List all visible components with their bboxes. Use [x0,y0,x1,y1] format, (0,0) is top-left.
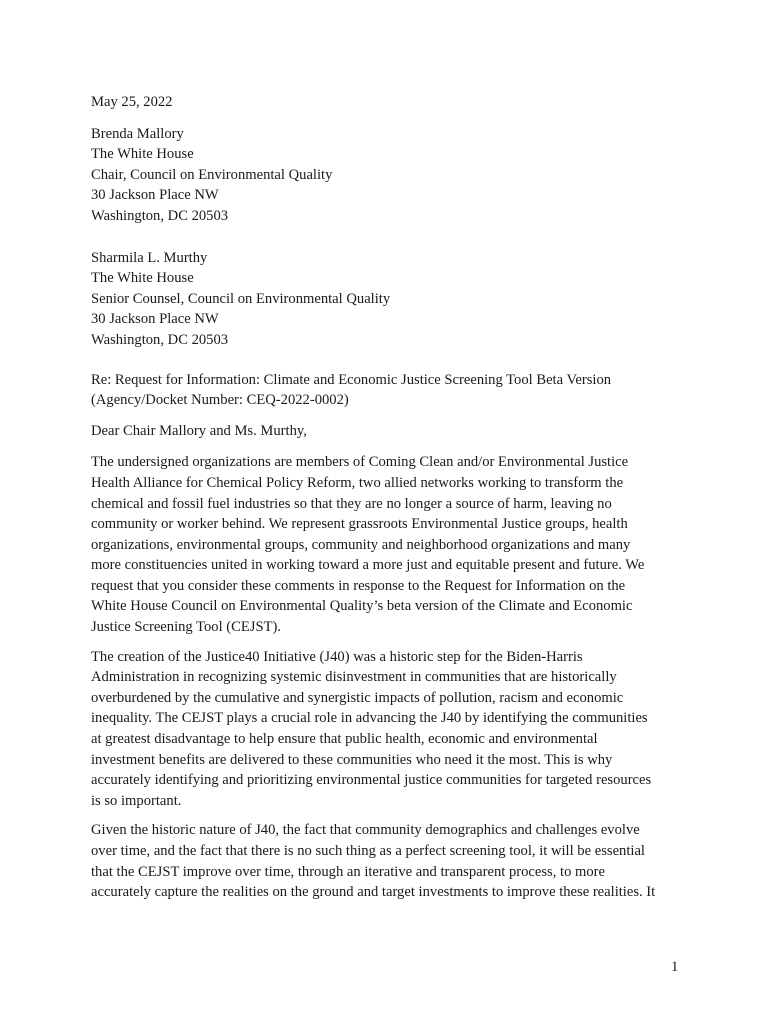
text-line: Administration in recognizing systemic disinvestment in communities that are historically [91,669,617,686]
text-line: accurately capture the realities on the ground and target investments to improve these realities. It [91,884,656,901]
subject-line-1: Re: Request for Information: Climate and Economic Justice Screening Tool Beta Version [91,371,612,388]
text-line: organizations, environmental groups, community and neighborhood organizations and many [91,536,631,553]
letter-date: May 25, 2022 [91,94,173,110]
text-line: accurately identifying and prioritizing environmental justice communities for targeted resources [91,772,652,789]
text-line: investment benefits are delivered to these communities who need it the most. This is why [91,751,613,768]
text-line: request that you consider these comments in response to the Request for Information on the [91,577,626,594]
subject-line [91,370,691,411]
text-line: at greatest disadvantage to help ensure that public health, economic and environmental [91,731,598,748]
recipient-street: 30 Jackson Place NW [91,187,219,204]
recipient-address-1 [91,124,691,227]
text-line: The creation of the Justice40 Initiative (J40) was a historic step for the Biden-Harris [91,648,583,665]
text-line: Health Alliance for Chemical Policy Reform, two allied networks working to transform the [91,474,624,491]
subject-line-2: (Agency/Docket Number: CEQ-2022-0002) [91,392,349,409]
letter-page [91,92,691,912]
salutation: Dear Chair Mallory and Ms. Murthy, [91,422,307,439]
page-number: 1 [671,959,679,975]
text-line: over time, and the fact that there is no such thing as a perfect screening tool, it will be essential [91,843,645,859]
text-line: White House Council on Environmental Quality’s beta version of the Climate and Economic [91,598,633,615]
recipient-title: Chair, Council on Environmental Quality [91,166,333,183]
text-line: inequality. The CEJST plays a crucial role in advancing the J40 by identifying the communities [91,710,648,727]
recipient-address-2 [91,248,691,351]
text-line: chemical and fossil fuel industries so that they are no longer a source of harm, leaving no [91,495,612,512]
recipient-street: 30 Jackson Place NW [91,311,219,328]
text-line: overburdened by the cumulative and synergistic impacts of pollution, racism and economic [91,689,624,706]
recipient-name: Sharmila L. Murthy [91,249,208,266]
body-paragraph-2 [91,647,691,812]
text-line: community or worker behind. We represent grassroots Environmental Justice groups, health [91,516,628,533]
text-line: The undersigned organizations are members of Coming Clean and/or Environmental Justice [91,454,629,471]
text-line: that the CEJST improve over time, through an iterative and transparent process, to more [91,863,606,880]
text-line: is so important. [91,792,182,809]
body-paragraph-3 [91,820,691,902]
recipient-organization: The White House [91,270,194,287]
text-line: Given the historic nature of J40, the fact that community demographics and challenges evolve [91,822,640,839]
text-line: more constituencies united in working toward a more just and equitable present and future. We [91,557,645,574]
recipient-city: Washington, DC 20503 [91,207,229,224]
recipient-name: Brenda Mallory [91,125,184,142]
body-paragraph-1 [91,452,691,637]
recipient-title: Senior Counsel, Council on Environmental Quality [91,290,391,307]
recipient-organization: The White House [91,146,194,163]
text-line: Justice Screening Tool (CEJST). [91,619,282,636]
recipient-city: Washington, DC 20503 [91,331,229,348]
